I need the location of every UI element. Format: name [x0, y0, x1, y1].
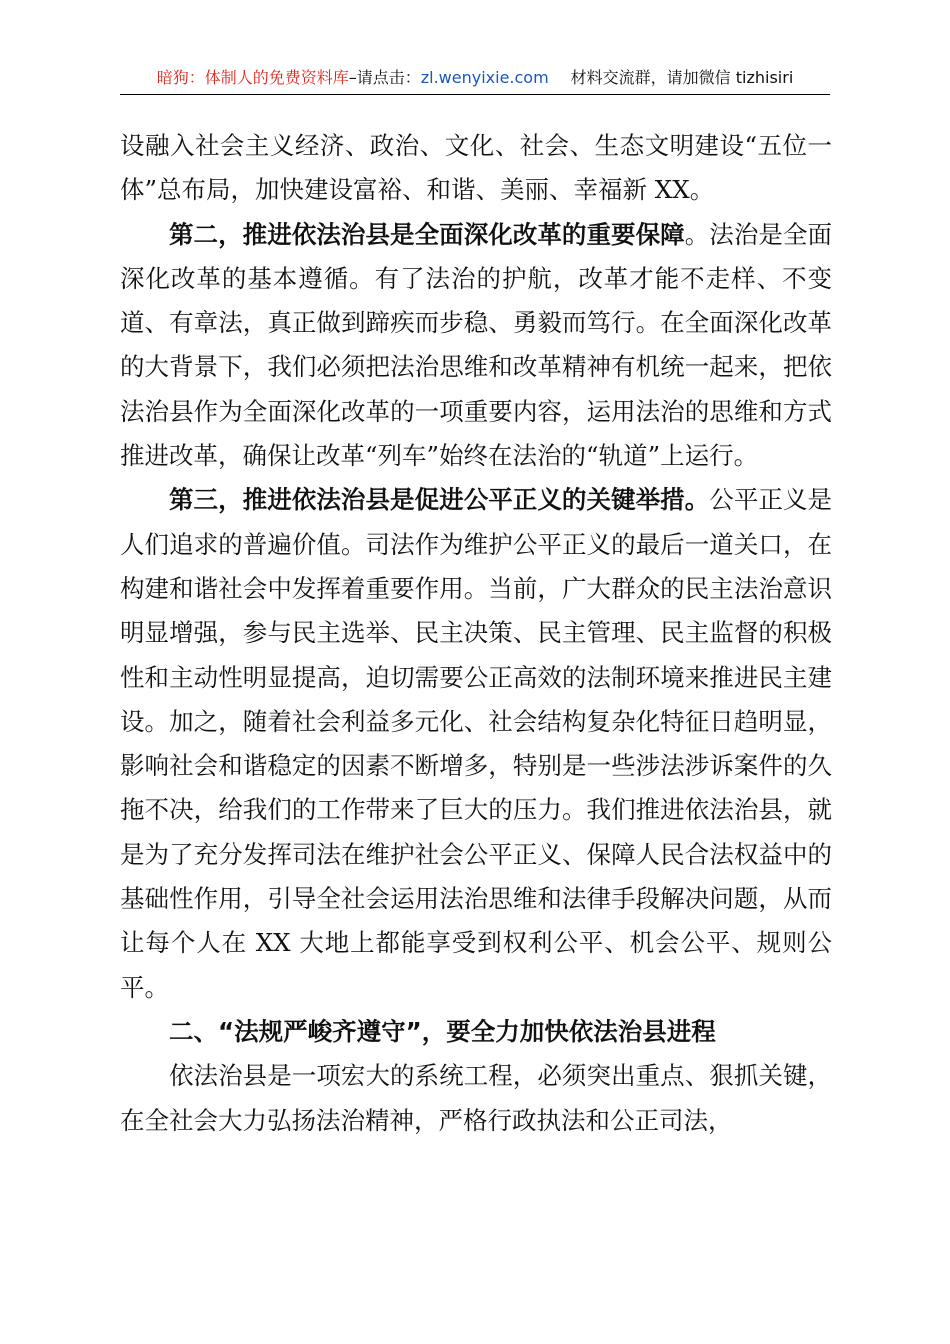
point-two-paragraph: [120, 213, 832, 479]
section-two-heading: 二、“法规严峻齐遵守”，要全力加快依法治县进程: [169, 1016, 716, 1046]
point-two-body: 。法治是全面深化改革的基本遵循。有了法治的护航，改革才能不走样、不变道、有章法，真正做到蹄疾而步稳、勇毅而笃行。在全面深化改革的大背景下，我们必须把法治思维和改革精神有机统一起来，把依法治县作为全面深化改革的一项重要内容，运用法治的思维和方式推进改革，确保让改革“列车”始终在法治的“轨道”上运行。: [120, 219, 833, 471]
section-two-intro-paragraph: 依法治县是一项宏大的系统工程，必须突出重点、狠抓关键，在全社会大力弘扬法治精神，严格行政执法和公正司法，: [120, 1061, 832, 1135]
header-contact: 材料交流群，请加微信 tizhisiri: [570, 68, 794, 87]
intro-continuation-paragraph: 设融入社会主义经济、政治、文化、社会、生态文明建设“五位一体”总布局，加快建设富裕、和谐、美丽、幸福新 XX。: [120, 131, 832, 205]
header-link[interactable]: zl.wenyixie.com: [420, 68, 549, 87]
point-three-lead: 第三，推进依法治县是促进公平正义的关键举措。: [169, 485, 710, 515]
point-three-body: 公平正义是人们追求的普遍价值。司法作为维护公平正义的最后一道关口，在构建和谐社会中发挥着重要作用。当前，广大群众的民主法治意识明显增强，参与民主选举、民主决策、民主管理、民主监督的积极性和主动性明显提高，迫切需要公正高效的法制环境来推进民主建设。加之，随着社会利益多元化、社会结构复杂化特征日趋明显，影响社会和谐稳定的因素不断增多，特别是一些涉法涉诉案件的久拖不决，给我们的工作带来了巨大的压力。我们推进依法治县，就是为了充分发挥司法在维护社会公平正义、保障人民合法权益中的基础性作用，引导全社会运用法治思维和法律手段解决问题，从而让每个人在 XX 大地上都能享受到权利公平、机会公平、规则公平。: [120, 485, 833, 1002]
point-three-paragraph: [120, 478, 832, 1010]
header-separator: –请点击：: [348, 68, 421, 87]
document-body: [120, 124, 832, 1143]
header-brand: 暗狗：体制人的免费资料库: [156, 68, 349, 87]
page-header: [120, 66, 830, 95]
point-two-lead: 第二，推进依法治县是全面深化改革的重要保障: [169, 219, 685, 249]
